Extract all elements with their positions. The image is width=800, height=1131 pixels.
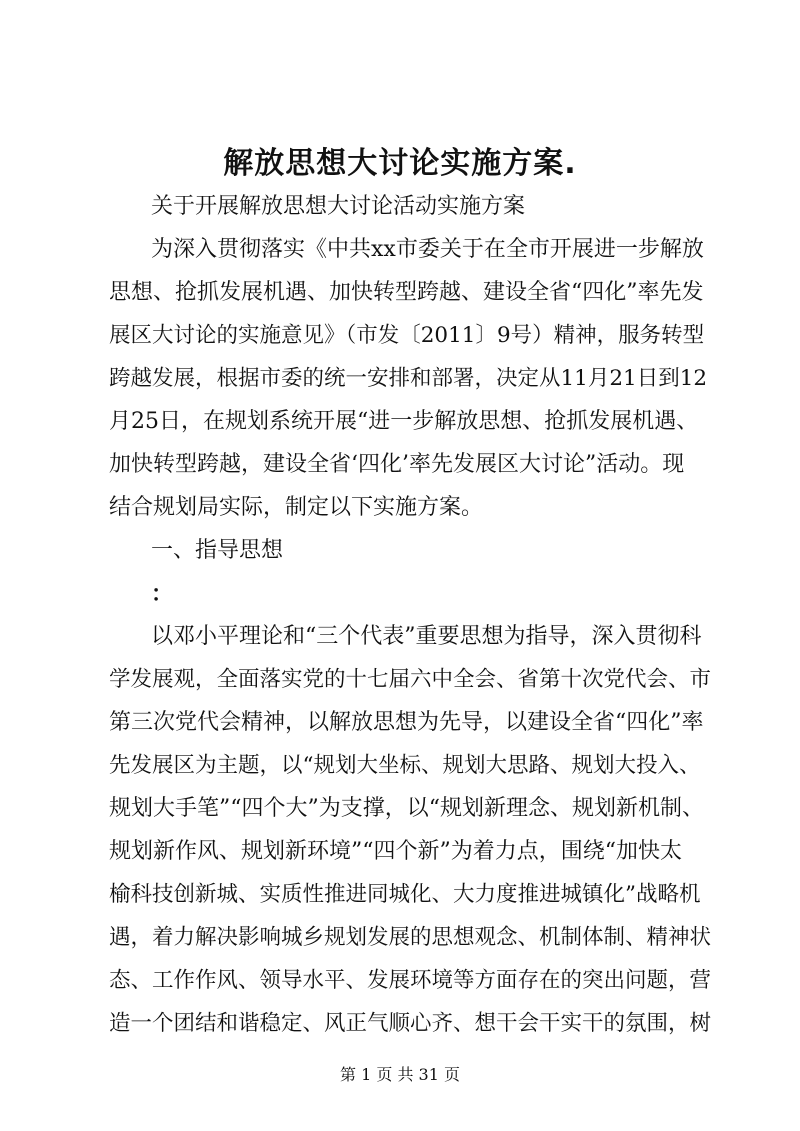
document-title: 解放思想大讨论实施方案. [223,146,577,181]
paragraph2-line-4: 先发展区为主题，以“规划大坐标、规划大思路、规划大投入、 [109,753,701,778]
paragraph1-line-6: 加快转型跨越，建设全省‘四化’率先发展区大讨论”活动。现 [109,452,685,477]
paragraph2-line-5: 规划大手笔”“四个大”为支撑，以“规划新理念、规划新机制、 [109,796,704,821]
paragraph1-line-3: 展区大讨论的实施意见》（市发〔2011〕9号）精神，服务转型 [109,323,705,348]
paragraph1-line-2: 思想、抢抓发展机遇、加快转型跨越、建设全省“四化”率先发 [109,280,704,305]
paragraph2-line-1: 以邓小平理论和“三个代表”重要思想为指导，深入贯彻科 [151,624,702,649]
page-footer: 第 1 页 共 31 页 [340,1065,460,1084]
paragraph1-line-5: 月25日，在规划系统开展“进一步解放思想、抢抓发展机遇、 [109,409,699,434]
paragraph1-line-7: 结合规划局实际，制定以下实施方案。 [109,495,484,520]
paragraph2-line-8: 遇，着力解决影响城乡规划发展的思想观念、机制体制、精神状 [109,925,712,950]
paragraph2-line-2: 学发展观，全面落实党的十七届六中全会、省第十次党代会、市 [109,667,712,692]
paragraph1-line-1: 为深入贯彻落实《中共xx市委关于在全市开展进一步解放 [151,237,704,262]
paragraph1-line-4: 跨越发展，根据市委的统一安排和部署，决定从11月21日到12 [109,366,708,391]
colon-line: ： [151,581,174,607]
section1-heading: 一、指导思想 [151,538,284,563]
document-subtitle: 关于开展解放思想大讨论活动实施方案 [151,194,526,219]
paragraph2-line-6: 规划新作风、规划新环境”“四个新”为着力点，围绕“加快太 [109,839,682,864]
paragraph2-line-9: 态、工作作风、领导水平、发展环境等方面存在的突出问题，营 [109,968,712,993]
paragraph2-line-10: 造一个团结和谐稳定、风正气顺心齐、想干会干实干的氛围，树 [109,1011,712,1036]
paragraph2-line-7: 榆科技创新城、实质性推进同城化、大力度推进城镇化”战略机 [109,882,701,907]
paragraph2-line-3: 第三次党代会精神，以解放思想为先导，以建设全省“四化”率 [109,710,704,735]
